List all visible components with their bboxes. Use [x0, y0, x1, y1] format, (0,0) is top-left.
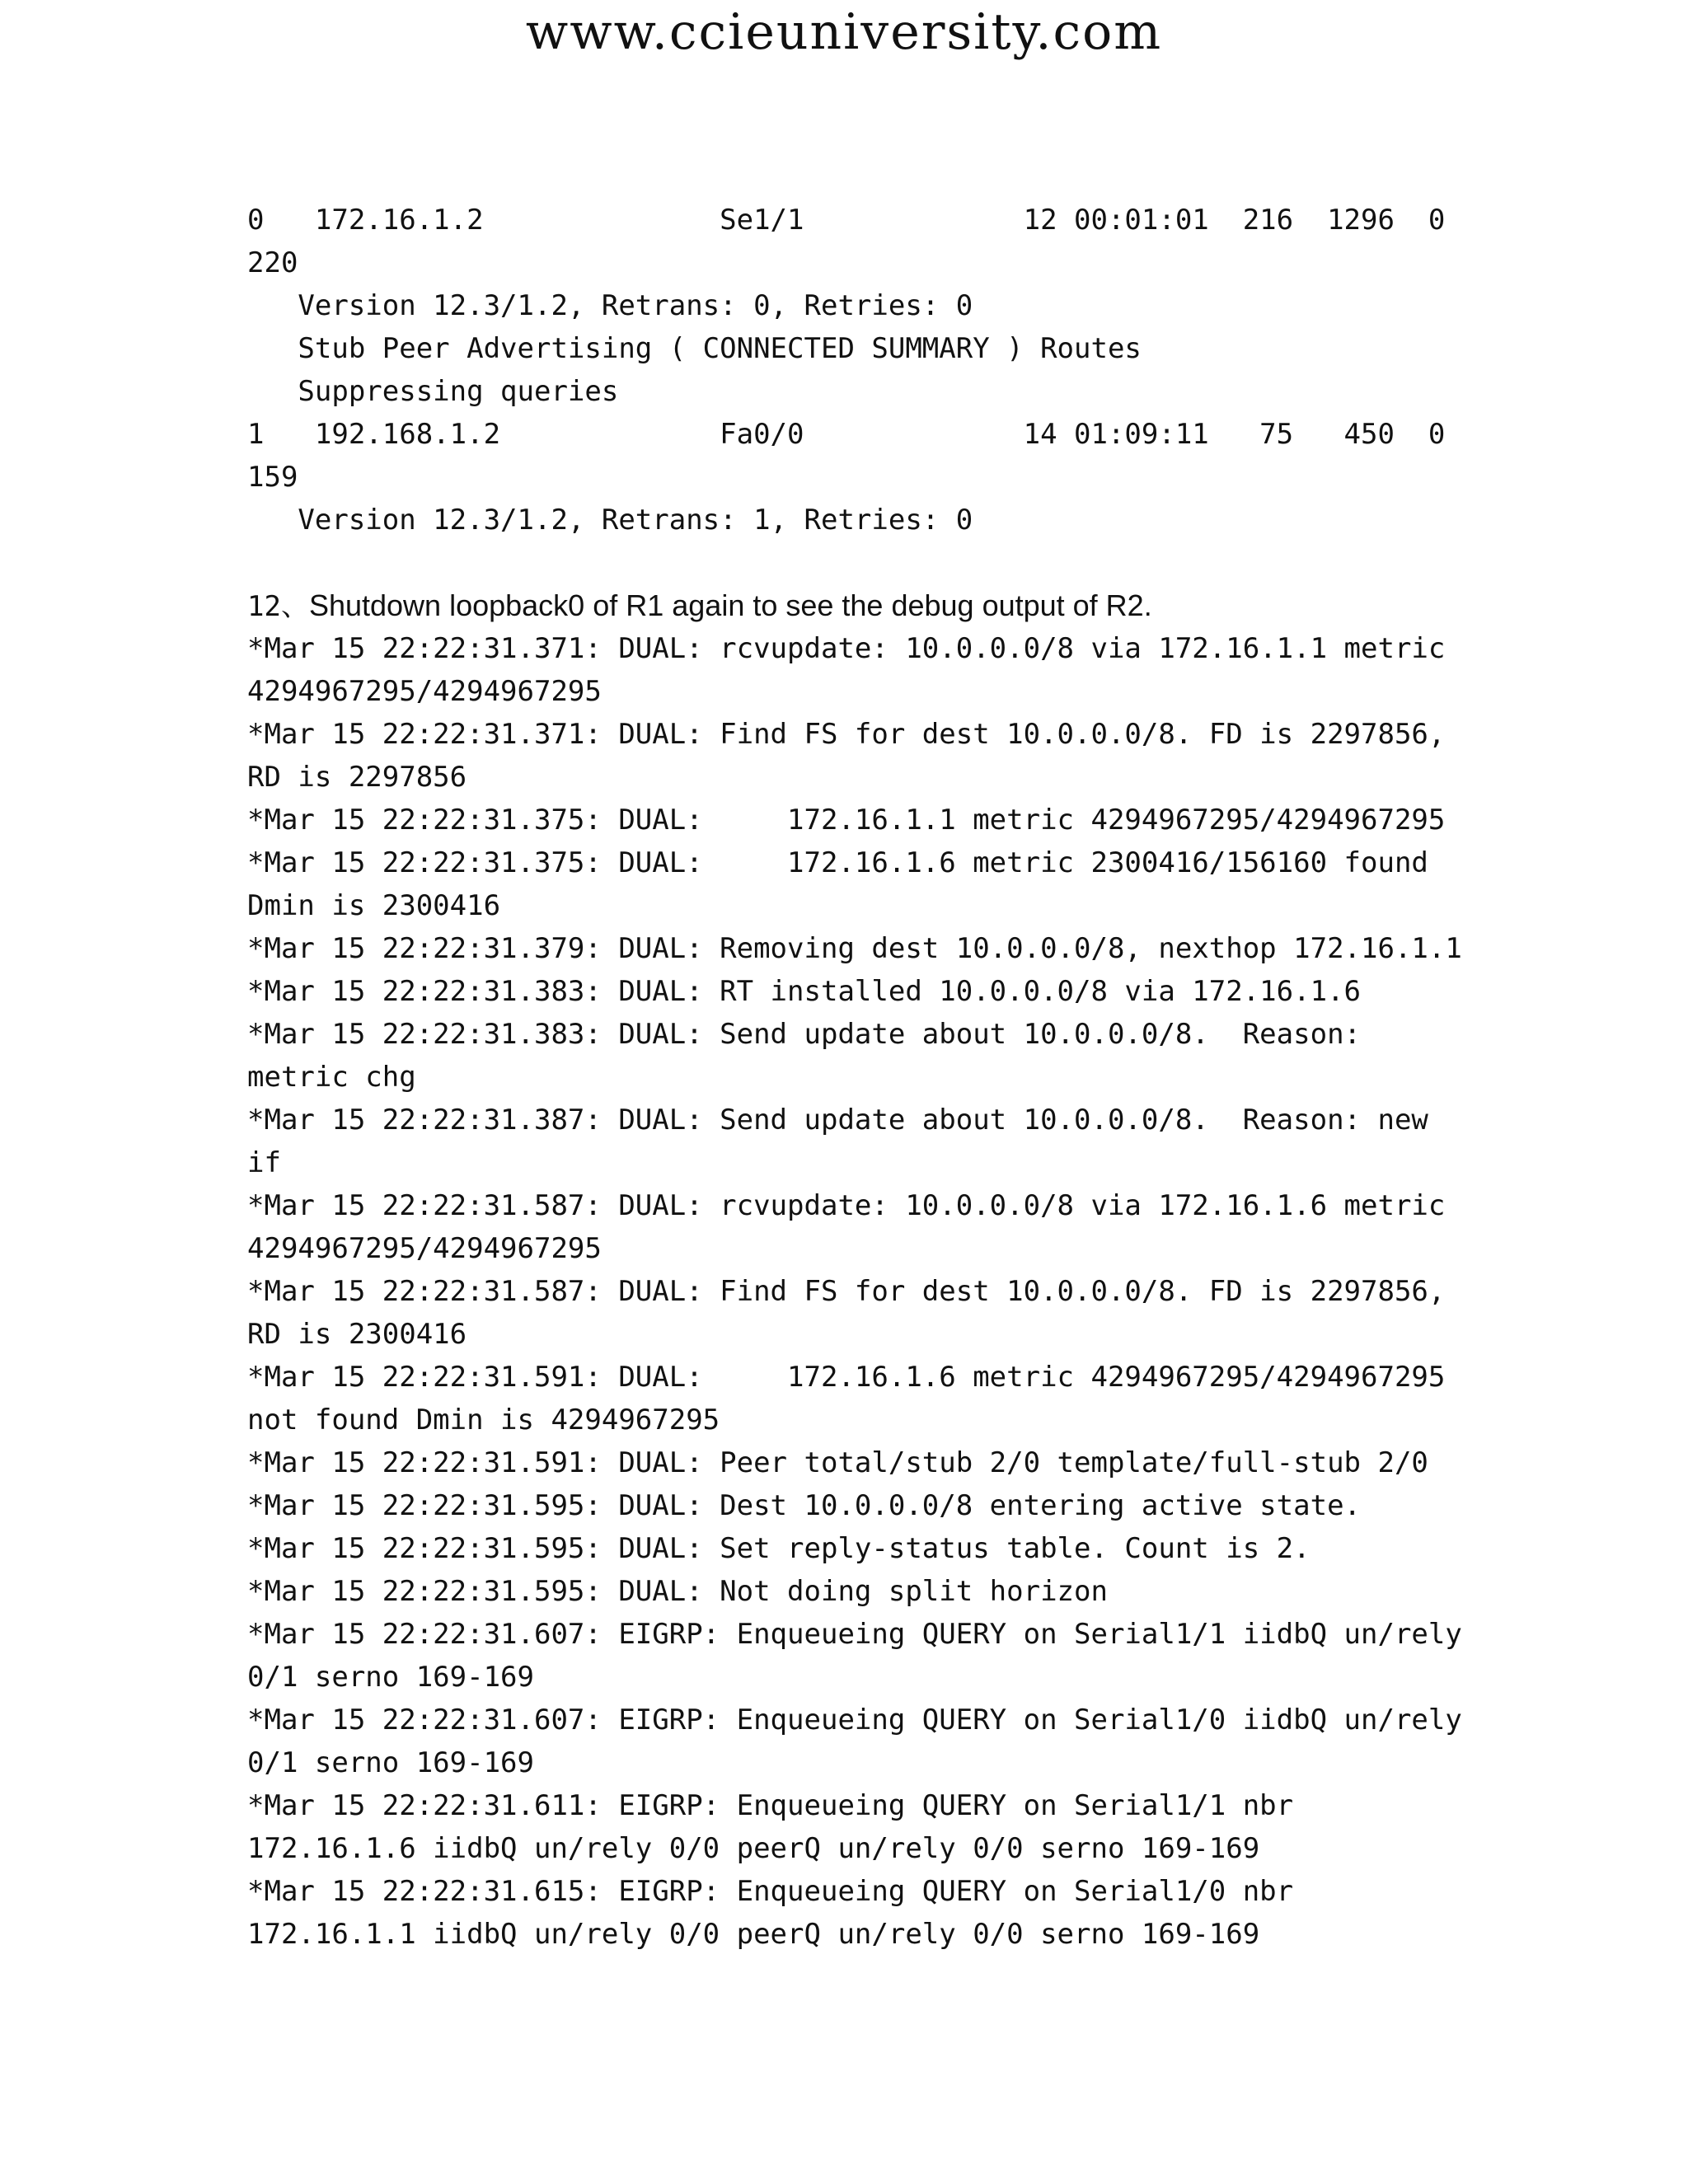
neighbor-line: Version 12.3/1.2, Retrans: 0, Retries: 0: [247, 289, 973, 322]
document-body: [247, 199, 1462, 1956]
debug-line: *Mar 15 22:22:31.375: DUAL: 172.16.1.6 metric 2300416/156160 found: [247, 846, 1428, 879]
neighbor-line: 1 192.168.1.2 Fa0/0 14 01:09:11 75 450 0: [247, 418, 1446, 451]
debug-line: 0/1 serno 169-169: [247, 1746, 534, 1779]
step-heading: [247, 584, 1451, 627]
debug-line: 172.16.1.6 iidbQ un/rely 0/0 peerQ un/rely 0/0 serno 169-169: [247, 1832, 1260, 1865]
debug-line: *Mar 15 22:22:31.591: DUAL: Peer total/stub 2/0 template/full-stub 2/0: [247, 1446, 1428, 1479]
debug-line: *Mar 15 22:22:31.595: DUAL: Set reply-status table. Count is 2.: [247, 1532, 1311, 1565]
page-header-url: www.ccieuniversity.com: [525, 3, 1163, 61]
debug-line: *Mar 15 22:22:31.379: DUAL: Removing dest 10.0.0.0/8, nexthop 172.16.1.1: [247, 932, 1462, 965]
debug-line: RD is 2300416: [247, 1318, 467, 1351]
debug-line: *Mar 15 22:22:31.607: EIGRP: Enqueueing QUERY on Serial1/1 iidbQ un/rely: [247, 1618, 1462, 1651]
debug-line: *Mar 15 22:22:31.371: DUAL: Find FS for dest 10.0.0.0/8. FD is 2297856,: [247, 718, 1446, 751]
debug-line: *Mar 15 22:22:31.611: EIGRP: Enqueueing QUERY on Serial1/1 nbr: [247, 1789, 1294, 1822]
debug-output: [247, 627, 1462, 1956]
neighbor-line: 0 172.16.1.2 Se1/1 12 00:01:01 216 1296 0: [247, 204, 1446, 237]
debug-line: *Mar 15 22:22:31.595: DUAL: Dest 10.0.0.0/8 entering active state.: [247, 1489, 1362, 1522]
neighbor-table-output: [247, 199, 1451, 541]
step-number: 12、: [247, 590, 309, 623]
debug-line: *Mar 15 22:22:31.387: DUAL: Send update about 10.0.0.0/8. Reason: new: [247, 1104, 1428, 1137]
debug-line: 4294967295/4294967295: [247, 1232, 602, 1265]
debug-line: RD is 2297856: [247, 761, 467, 794]
neighbor-line: 159: [247, 461, 298, 494]
debug-line: *Mar 15 22:22:31.587: DUAL: Find FS for dest 10.0.0.0/8. FD is 2297856,: [247, 1275, 1446, 1308]
debug-line: *Mar 15 22:22:31.587: DUAL: rcvupdate: 10.0.0.0/8 via 172.16.1.6 metric: [247, 1189, 1446, 1222]
debug-line: if: [247, 1146, 281, 1179]
neighbor-line: Stub Peer Advertising ( CONNECTED SUMMARY ) Routes: [247, 332, 1142, 365]
debug-line: *Mar 15 22:22:31.383: DUAL: Send update about 10.0.0.0/8. Reason:: [247, 1018, 1362, 1051]
debug-line: Dmin is 2300416: [247, 889, 501, 922]
debug-line: metric chg: [247, 1061, 416, 1094]
debug-line: *Mar 15 22:22:31.615: EIGRP: Enqueueing QUERY on Serial1/0 nbr: [247, 1875, 1294, 1908]
debug-line: 0/1 serno 169-169: [247, 1661, 534, 1694]
neighbor-line: Version 12.3/1.2, Retrans: 1, Retries: 0: [247, 504, 973, 537]
debug-line: *Mar 15 22:22:31.375: DUAL: 172.16.1.1 metric 4294967295/4294967295: [247, 804, 1446, 837]
debug-line: 4294967295/4294967295: [247, 675, 602, 708]
debug-line: *Mar 15 22:22:31.607: EIGRP: Enqueueing QUERY on Serial1/0 iidbQ un/rely: [247, 1704, 1462, 1736]
spacer: [247, 541, 1451, 584]
step-instruction: Shutdown loopback0 of R1 again to see the debug output of R2.: [308, 588, 1152, 622]
debug-line: *Mar 15 22:22:31.371: DUAL: rcvupdate: 10.0.0.0/8 via 172.16.1.1 metric: [247, 632, 1446, 665]
debug-line: 172.16.1.1 iidbQ un/rely 0/0 peerQ un/rely 0/0 serno 169-169: [247, 1918, 1260, 1951]
debug-line: not found Dmin is 4294967295: [247, 1404, 720, 1436]
debug-line: *Mar 15 22:22:31.595: DUAL: Not doing split horizon: [247, 1575, 1108, 1608]
debug-line: *Mar 15 22:22:31.383: DUAL: RT installed 10.0.0.0/8 via 172.16.1.6: [247, 975, 1362, 1008]
debug-line: *Mar 15 22:22:31.591: DUAL: 172.16.1.6 metric 4294967295/4294967295: [247, 1361, 1446, 1394]
neighbor-line: 220: [247, 246, 298, 279]
neighbor-line: Suppressing queries: [247, 375, 619, 408]
